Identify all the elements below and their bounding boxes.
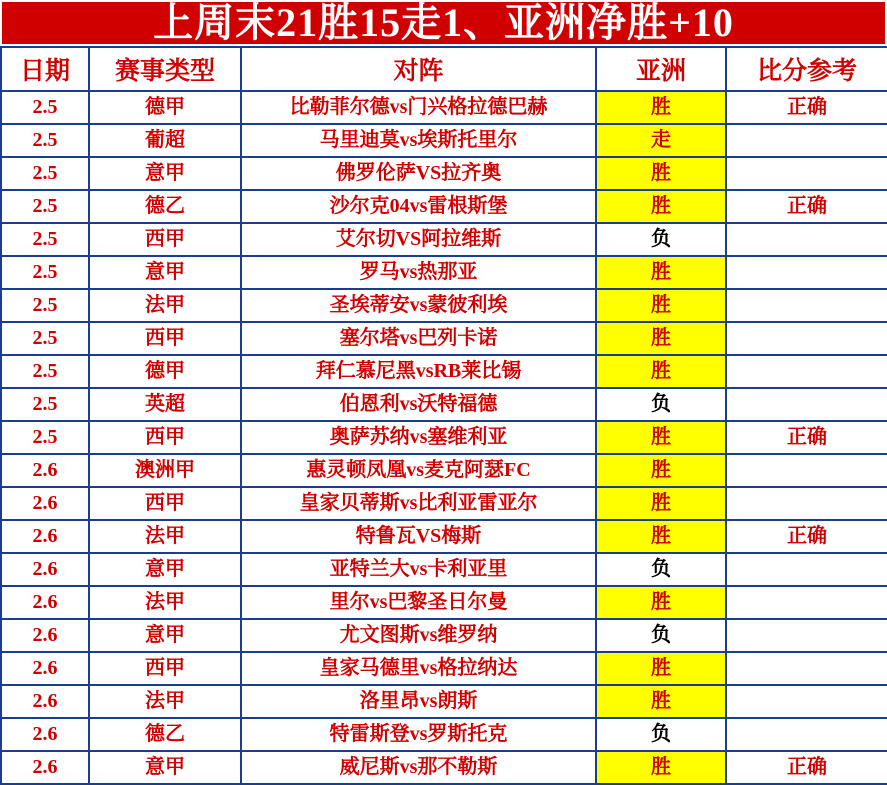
cell-score [726,289,887,322]
cell-asia: 负 [596,223,726,256]
cell-asia: 胜 [596,751,726,784]
table-row [1,322,887,355]
cell-league: 法甲 [89,520,241,553]
cell-league: 西甲 [89,322,241,355]
title-banner [0,0,887,46]
cell-date: 2.5 [1,355,89,388]
cell-asia: 胜 [596,487,726,520]
table-row [1,289,887,322]
cell-score [726,124,887,157]
cell-asia: 负 [596,388,726,421]
cell-date: 2.5 [1,124,89,157]
table-row [1,256,887,289]
column-header-score: 比分参考 [726,47,887,91]
cell-score: 正确 [726,91,887,124]
cell-date: 2.6 [1,652,89,685]
cell-league: 德甲 [89,355,241,388]
table-row [1,751,887,784]
column-header-date: 日期 [1,47,89,91]
cell-asia: 胜 [596,256,726,289]
cell-date: 2.6 [1,520,89,553]
cell-asia: 胜 [596,190,726,223]
table-header [1,47,887,91]
cell-score [726,487,887,520]
cell-match: 特雷斯登vs罗斯托克 [241,718,596,751]
cell-asia: 胜 [596,520,726,553]
cell-asia: 胜 [596,157,726,190]
column-header-league: 赛事类型 [89,47,241,91]
cell-league: 法甲 [89,586,241,619]
table-row [1,124,887,157]
cell-league: 德甲 [89,91,241,124]
column-header-asia: 亚洲 [596,47,726,91]
cell-league: 意甲 [89,553,241,586]
cell-date: 2.5 [1,322,89,355]
cell-score [726,322,887,355]
cell-match: 圣埃蒂安vs蒙彼利埃 [241,289,596,322]
cell-score [726,256,887,289]
table-row [1,487,887,520]
header-row [1,47,887,91]
cell-score: 正确 [726,520,887,553]
cell-match: 皇家贝蒂斯vs比利亚雷亚尔 [241,487,596,520]
cell-asia: 胜 [596,454,726,487]
cell-date: 2.6 [1,487,89,520]
page-title: 上周末21胜15走1、亚洲净胜+10 [153,0,734,45]
table-body [1,91,887,784]
table-row [1,619,887,652]
cell-league: 西甲 [89,652,241,685]
cell-date: 2.5 [1,91,89,124]
cell-match: 伯恩利vs沃特福德 [241,388,596,421]
cell-date: 2.6 [1,751,89,784]
cell-match: 尤文图斯vs维罗纳 [241,619,596,652]
cell-match: 罗马vs热那亚 [241,256,596,289]
cell-date: 2.6 [1,718,89,751]
table-row [1,223,887,256]
cell-score: 正确 [726,190,887,223]
cell-date: 2.5 [1,388,89,421]
cell-score [726,454,887,487]
table-row [1,652,887,685]
cell-league: 意甲 [89,619,241,652]
cell-asia: 胜 [596,652,726,685]
cell-league: 澳洲甲 [89,454,241,487]
cell-match: 惠灵顿凤凰vs麦克阿瑟FC [241,454,596,487]
table-row [1,388,887,421]
cell-match: 里尔vs巴黎圣日尔曼 [241,586,596,619]
cell-league: 西甲 [89,223,241,256]
cell-league: 法甲 [89,685,241,718]
cell-score [726,223,887,256]
cell-match: 拜仁慕尼黑vsRB莱比锡 [241,355,596,388]
cell-date: 2.6 [1,553,89,586]
cell-match: 佛罗伦萨VS拉齐奥 [241,157,596,190]
cell-score [726,553,887,586]
cell-asia: 胜 [596,289,726,322]
cell-date: 2.5 [1,256,89,289]
table-row [1,553,887,586]
cell-league: 意甲 [89,157,241,190]
table-row [1,718,887,751]
cell-asia: 负 [596,718,726,751]
cell-league: 德乙 [89,190,241,223]
cell-league: 意甲 [89,256,241,289]
cell-league: 葡超 [89,124,241,157]
cell-match: 洛里昂vs朗斯 [241,685,596,718]
table-row [1,454,887,487]
table-row [1,520,887,553]
table-row [1,586,887,619]
cell-match: 特鲁瓦VS梅斯 [241,520,596,553]
cell-match: 皇家马德里vs格拉纳达 [241,652,596,685]
cell-score [726,685,887,718]
table-row [1,421,887,454]
cell-league: 西甲 [89,487,241,520]
cell-asia: 走 [596,124,726,157]
cell-asia: 胜 [596,322,726,355]
cell-score: 正确 [726,421,887,454]
cell-score [726,157,887,190]
cell-date: 2.5 [1,289,89,322]
cell-date: 2.6 [1,685,89,718]
cell-asia: 胜 [596,355,726,388]
cell-date: 2.5 [1,157,89,190]
table-row [1,190,887,223]
cell-league: 英超 [89,388,241,421]
results-table [0,46,887,785]
cell-asia: 胜 [596,421,726,454]
table-row [1,685,887,718]
cell-asia: 胜 [596,685,726,718]
cell-date: 2.5 [1,421,89,454]
cell-date: 2.6 [1,454,89,487]
cell-score [726,355,887,388]
cell-match: 塞尔塔vs巴列卡诺 [241,322,596,355]
table-row [1,157,887,190]
cell-match: 比勒菲尔德vs门兴格拉德巴赫 [241,91,596,124]
column-header-match: 对阵 [241,47,596,91]
cell-match: 威尼斯vs那不勒斯 [241,751,596,784]
cell-match: 沙尔克04vs雷根斯堡 [241,190,596,223]
cell-score [726,388,887,421]
cell-league: 西甲 [89,421,241,454]
cell-asia: 负 [596,619,726,652]
cell-score: 正确 [726,751,887,784]
cell-match: 亚特兰大vs卡利亚里 [241,553,596,586]
cell-match: 马里迪莫vs埃斯托里尔 [241,124,596,157]
cell-score [726,586,887,619]
cell-date: 2.6 [1,619,89,652]
cell-match: 艾尔切VS阿拉维斯 [241,223,596,256]
cell-score [726,619,887,652]
cell-score [726,718,887,751]
cell-asia: 负 [596,553,726,586]
table-row [1,91,887,124]
cell-league: 法甲 [89,289,241,322]
cell-league: 德乙 [89,718,241,751]
cell-score [726,652,887,685]
cell-league: 意甲 [89,751,241,784]
cell-asia: 胜 [596,586,726,619]
cell-date: 2.5 [1,223,89,256]
cell-asia: 胜 [596,91,726,124]
cell-date: 2.6 [1,586,89,619]
cell-match: 奥萨苏纳vs塞维利亚 [241,421,596,454]
table-row [1,355,887,388]
cell-date: 2.5 [1,190,89,223]
